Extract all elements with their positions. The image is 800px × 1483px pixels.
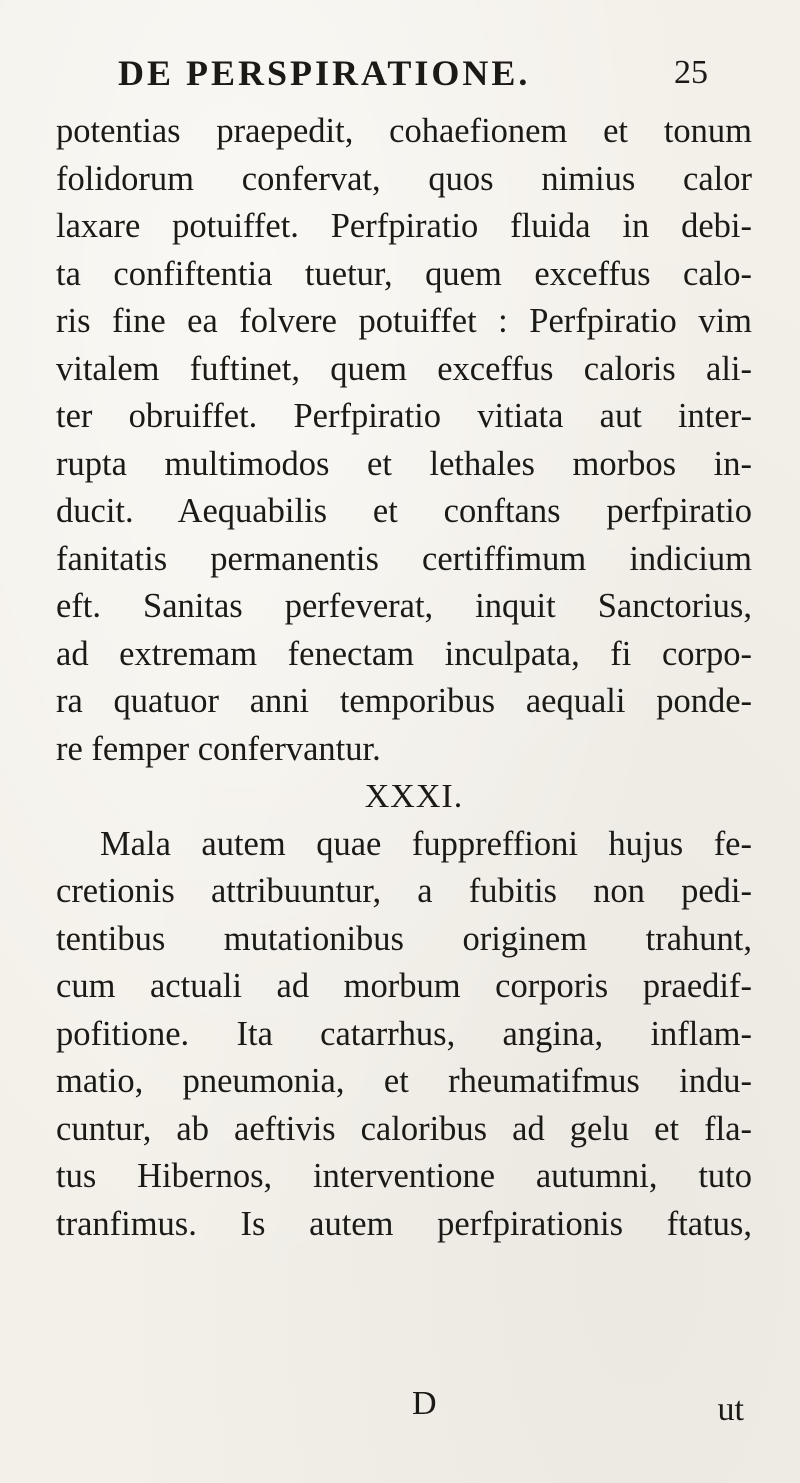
- text-line: ter obruiffet. Perfpiratio vitiata aut inter-: [56, 397, 752, 435]
- text-line: folidorum confervat, quos nimius calor: [56, 159, 752, 198]
- page-footer: [56, 1385, 752, 1435]
- text-line: pofitione. Ita catarrhus, angina, inflam-: [56, 1014, 752, 1053]
- text-line: Mala autem quae fuppreffioni hujus fe-: [100, 824, 752, 863]
- text-line: tentibus mutationibus originem trahunt,: [56, 919, 752, 958]
- text-line: fanitatis permanentis certiffimum indicium: [56, 539, 752, 578]
- running-head: DE PERSPIRATIONE.: [118, 53, 531, 93]
- text-line: vitalem fuftinet, quem exceffus caloris ali-: [56, 349, 752, 388]
- text-line: cuntur, ab aeftivis caloribus ad gelu et fla-: [56, 1109, 752, 1148]
- text-line: cum actuali ad morbum corporis praedif-: [56, 967, 752, 1005]
- text-line: ta confiftentia tuetur, quem exceffus calo-: [56, 254, 752, 293]
- body-text: [56, 108, 752, 1248]
- text-line: potentias praepedit, cohaefionem et tonum: [56, 112, 752, 150]
- signature-mark: D: [412, 1385, 437, 1422]
- paragraph-1: [56, 108, 752, 773]
- page-number: 25: [674, 54, 708, 91]
- text-line: matio, pneumonia, et rheumatifmus indu-: [56, 1062, 752, 1100]
- text-line: laxare potuiffet. Perfpiratio fluida in debi-: [56, 207, 752, 245]
- catchword: ut: [717, 1391, 744, 1428]
- text-line: eft. Sanitas perfeverat, inquit Sanctorius,: [56, 587, 752, 625]
- text-line: re femper confervantur.: [56, 729, 381, 768]
- text-line: rupta multimodos et lethales morbos in-: [56, 444, 752, 483]
- page-header: [118, 52, 708, 102]
- text-line: tus Hibernos, interventione autumni, tuto: [56, 1157, 752, 1195]
- text-line: ducit. Aequabilis et conftans perfpiratio: [56, 492, 752, 530]
- paragraph-2: [56, 821, 752, 1249]
- section-number: XXXI.: [364, 778, 464, 815]
- text-line: cretionis attribuuntur, a fubitis non pedi-: [56, 872, 752, 910]
- text-line: ad extremam fenectam inculpata, fi corpo-: [56, 634, 752, 673]
- text-line: tranfimus. Is autem perfpirationis ftatus,: [56, 1204, 752, 1243]
- text-line: ris fine ea folvere potuiffet : Perfpiratio vim: [56, 302, 752, 340]
- text-line: ra quatuor anni temporibus aequali ponde-: [56, 682, 752, 720]
